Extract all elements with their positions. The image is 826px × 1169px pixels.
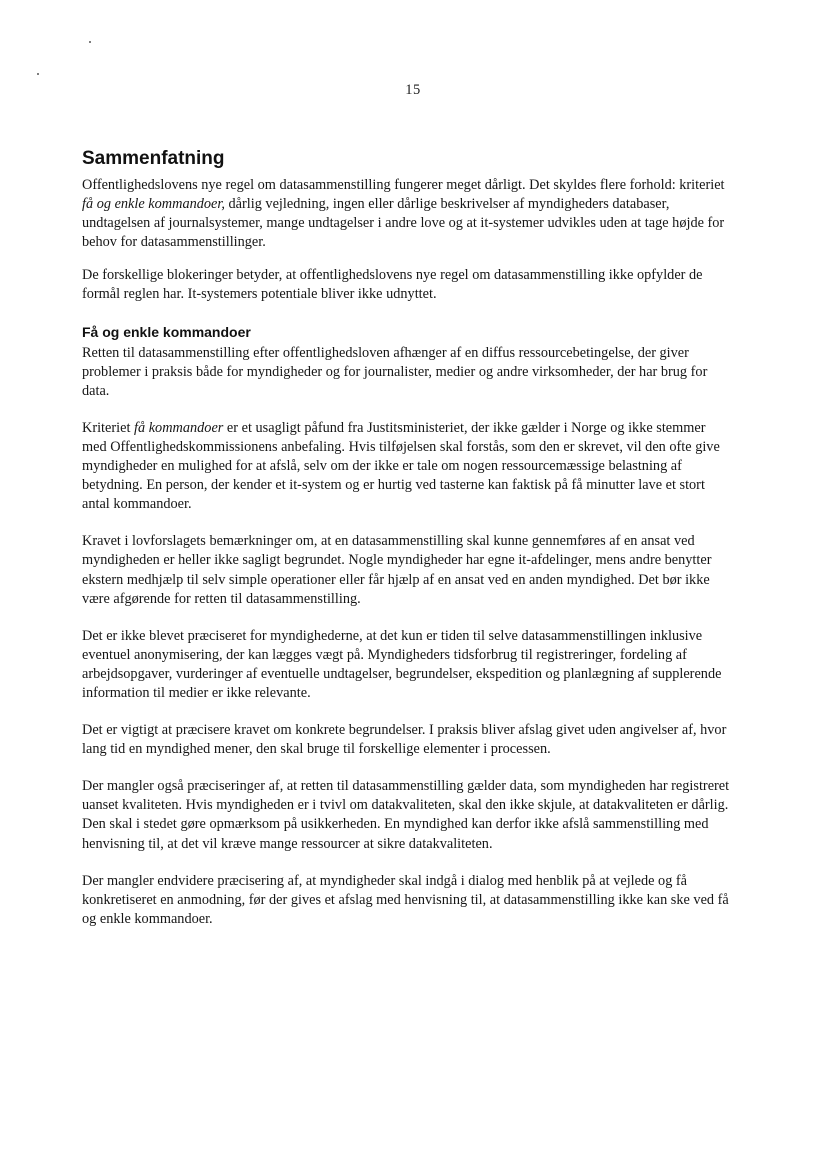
text-segment: dårlig vejledning, ingen eller dårlige beskrivelser af myndigheders databaser, undtagelsen af journalsystemer, mange undtagelser i andre love og at it-systemer udvikles uden at tage højde for behov for datasammenstillinger. [82,196,725,251]
document-body [82,147,732,947]
body-paragraph: Retten til datasammenstilling efter offentlighedsloven afhænger af en diffus ressourcebetingelse, der giver problemer i praksis både for myndigheder og for journalister, medier og andre virksomheder, der har brug for data. [82,344,708,399]
scan-speck [37,73,39,75]
subsection-heading: Få og enkle kommandoer [82,323,251,340]
body-paragraph: Der mangler endvidere præcisering af, at myndigheder skal indgå i dialog med henblik på at vejlede og få konkretiseret en anmodning, før der gives et afslag med henvisning til, at datasammenstilling ikke kan ske ved få og enkle kommandoer. [82,872,729,927]
body-paragraph: Kravet i lovforslagets bemærkninger om, at en datasammenstilling skal kunne gennemføres af en ansat ved myndigheden er heller ikke sagligt begrundet. Nogle myndigheder har egne it-afdelinger, mens andre benytter ekstern medhjælp til selv simple operationer eller får hjælp af en ansat ved en anden myndighed. Det bør ikke være afgørende for retten til datasammenstilling. [82,533,712,607]
text-segment: er et usagligt påfund fra Justitsministeriet, der ikke gælder i Norge og ikke stemmer med Offentlighedskommissionens anbefaling. Hvis tilføjelsen skal forstås, som den er skrevet, vil den ofte give myndigheder en mulighed for at afslå, selv om der ikke er tale om nogen ressourcemæssige belastning af betydning. En person, der kender et it-system og er hurtig ved tasterne kan faktisk på få minutter lave et stort antal kommandoer. [82,419,720,513]
body-paragraph [82,419,732,514]
summary-paragraph: De forskellige blokeringer betyder, at offentlighedslovens nye regel om datasammenstilling ikke opfylder de formål reglen har. It-systemers potentiale bliver ikke udnyttet. [82,267,703,303]
body-paragraph: Der mangler også præciseringer af, at retten til datasammenstilling gælder data, som myndigheden har registreret uanset kvaliteten. Hvis myndigheden er i tvivl om datakvaliteten, skal den ikke skjule, at datakvaliteten er dårlig. Den skal i stedet gøre opmærksom på usikkerheden. En myndighed kan derfor ikke afslå sammenstilling med henvisning til, at det vil kræve mange ressourcer at sikre datakvaliteten. [82,778,730,852]
body-paragraph: Det er ikke blevet præciseret for myndighederne, at det kun er tiden til selve datasammenstillingen inklusive eventuel anonymisering, der kan lægges vægt på. Myndigheders tidsforbrug til registreringer, fordeling af arbejdsopgaver, vurderinger af eventuelle undtagelser, begrundelser, ekspedition og planlægning af supplerende information til medier er ikke relevante. [82,627,722,701]
scan-speck [89,41,91,43]
text-segment: Kriteriet [82,419,135,436]
body-paragraph: Det er vigtigt at præcisere kravet om konkrete begrundelser. I praksis bliver afslag givet uden angivelser af, hvor lang tid en myndighed mener, den skal bruge til forskellige elementer i processen. [82,722,727,758]
italic-term: få og enkle kommandoer, [82,196,225,213]
text-segment: Offentlighedslovens nye regel om datasammenstilling fungerer meget dårligt. Det skyldes flere forhold: kriteriet [82,177,725,193]
italic-term: få kommandoer [134,419,224,436]
summary-paragraph [82,176,732,252]
section-heading: Sammenfatning [82,148,225,169]
page-number: 15 [405,82,421,98]
